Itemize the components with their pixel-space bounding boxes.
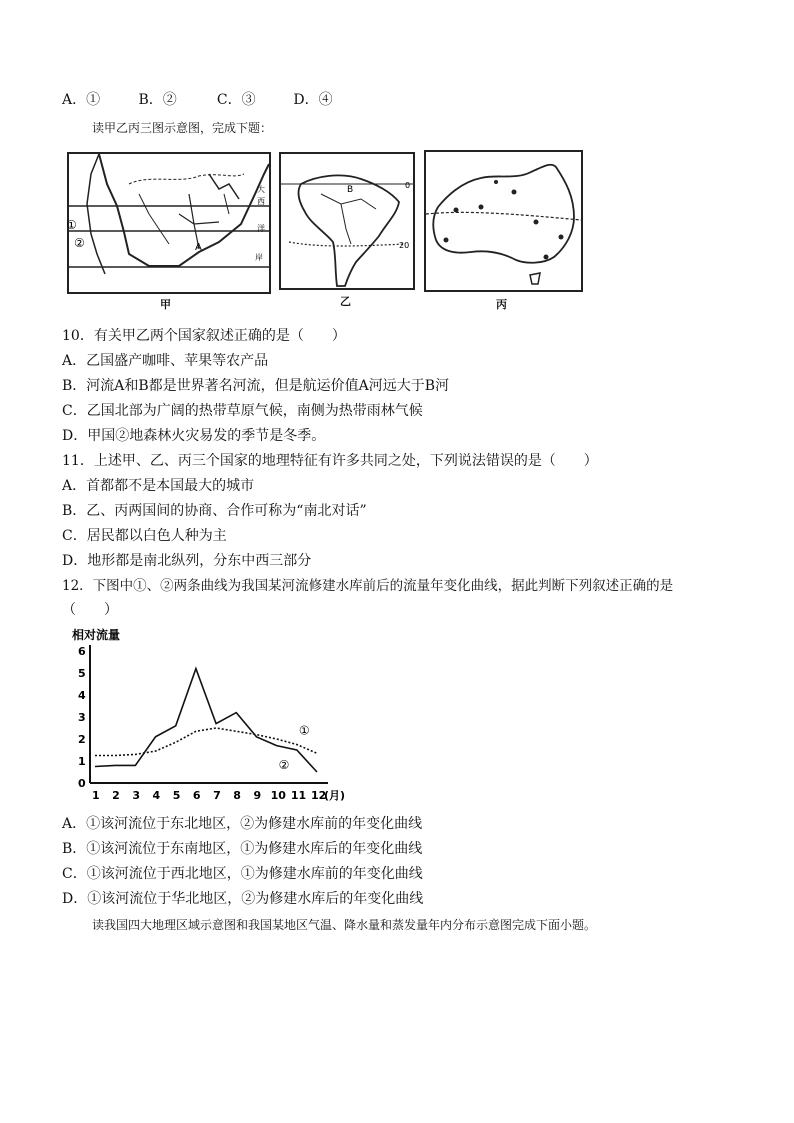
x-tick-label: 10 <box>270 789 286 802</box>
x-tick-label: 2 <box>112 789 120 802</box>
x-tick-label: 4 <box>152 789 161 802</box>
top-option-c: C．③ <box>216 92 256 108</box>
map-bing-caption: 丙 <box>496 298 507 311</box>
x-tick-label: 1 <box>92 789 100 802</box>
q10-option-c: C．乙国北部为广阔的热带草原气候，南侧为热带雨林气候 <box>62 403 423 419</box>
q12-stem-paren: （ ） <box>62 602 118 618</box>
top-option-a: A．① <box>62 92 101 108</box>
q11-option-d: D．地形都是南北纵列，分东中西三部分 <box>62 553 312 569</box>
q11-option-a: A．首都都不是本国最大的城市 <box>62 478 255 494</box>
x-axis-label: (月) <box>324 789 346 802</box>
q12-option-a: A．①该河流位于东北地区，②为修建水库前的年变化曲线 <box>62 816 423 832</box>
x-tick-label: 3 <box>132 789 141 802</box>
map-bing-drawing <box>426 152 581 290</box>
y-tick-label: 1 <box>78 755 86 768</box>
map-yi-label-b: B <box>347 185 354 195</box>
y-axis-label: 相对流量 <box>72 628 121 642</box>
map-jia-label-1: ① <box>66 218 77 232</box>
q10-option-b: B．河流A和B都是世界著名河流，但是航运价值A河远大于B河 <box>62 378 450 394</box>
q12-stem: 12．下图中①、②两条曲线为我国某河流修建水库前后的流量年变化曲线，据此判断下列叙述正确的是 <box>62 578 674 594</box>
map-jia-label-yang: 洋 <box>257 224 265 233</box>
q10-option-a: A．乙国盛产咖啡、苹果等农产品 <box>62 353 269 369</box>
q11-option-c: C．居民都以白色人种为主 <box>62 528 227 544</box>
top-options <box>62 91 333 109</box>
series-line-1 <box>95 728 317 756</box>
y-tick-label: 5 <box>78 667 86 680</box>
map-jia-caption: 甲 <box>160 298 171 311</box>
series-line-2 <box>95 669 317 772</box>
map-yi-drawing <box>281 154 413 288</box>
q12-option-b: B．①该河流位于东南地区，①为修建水库后的年变化曲线 <box>62 841 423 857</box>
q11-option-b: B．乙、丙两国间的协商、合作可称为“南北对话” <box>62 503 367 519</box>
x-tick-label: 12 <box>311 789 327 802</box>
intro-text-regions: 读我国四大地理区域示意图和我国某地区气温、降水量和蒸发量年内分布示意图完成下面小题。 <box>92 918 597 932</box>
top-option-d: D．④ <box>293 92 333 108</box>
map-yi-caption: 乙 <box>340 295 351 308</box>
map-yi-label-20: 20 <box>399 241 410 250</box>
x-tick-label: 11 <box>290 789 307 802</box>
map-jia-label-2: ② <box>74 236 85 250</box>
series-label-1: ① <box>298 723 310 738</box>
x-tick-label: 9 <box>253 789 262 802</box>
q11-stem: 11．上述甲、乙、丙三个国家的地理特征有许多共同之处，下列说法错误的是（ ） <box>62 453 598 469</box>
q10-stem: 10．有关甲乙两个国家叙述正确的是（ ） <box>62 328 346 344</box>
y-tick-label: 2 <box>78 733 86 746</box>
x-tick-label: 6 <box>192 789 201 802</box>
map-jia-label-da: 大 <box>257 185 265 194</box>
map-yi-label-0: 0 <box>405 181 411 190</box>
q12-option-c: C．①该河流位于西北地区，①为修建水库前的年变化曲线 <box>62 866 423 882</box>
flow-chart <box>60 625 350 805</box>
q12-option-d: D．①该河流位于华北地区，②为修建水库后的年变化曲线 <box>62 891 424 907</box>
map-jia-label-xi: 西 <box>257 197 265 206</box>
map-jia <box>67 152 271 294</box>
top-option-b: B．② <box>138 92 177 108</box>
y-tick-label: 0 <box>78 777 86 790</box>
map-bing <box>424 150 583 292</box>
map-jia-label-an: 岸 <box>255 253 263 262</box>
y-tick-label: 6 <box>78 645 86 658</box>
x-tick-label: 5 <box>172 789 181 802</box>
y-tick-label: 3 <box>78 711 86 724</box>
map-jia-drawing <box>66 154 269 292</box>
map-jia-label-a: A <box>195 242 202 253</box>
intro-text-maps: 读甲乙丙三图示意图，完成下题： <box>92 121 273 135</box>
x-tick-label: 8 <box>233 789 241 802</box>
map-yi <box>279 152 415 290</box>
q10-option-d: D．甲国②地森林火灾易发的季节是冬季。 <box>62 428 326 444</box>
x-tick-label: 7 <box>213 789 221 802</box>
series-label-2: ② <box>278 758 290 772</box>
y-tick-label: 4 <box>78 689 86 702</box>
